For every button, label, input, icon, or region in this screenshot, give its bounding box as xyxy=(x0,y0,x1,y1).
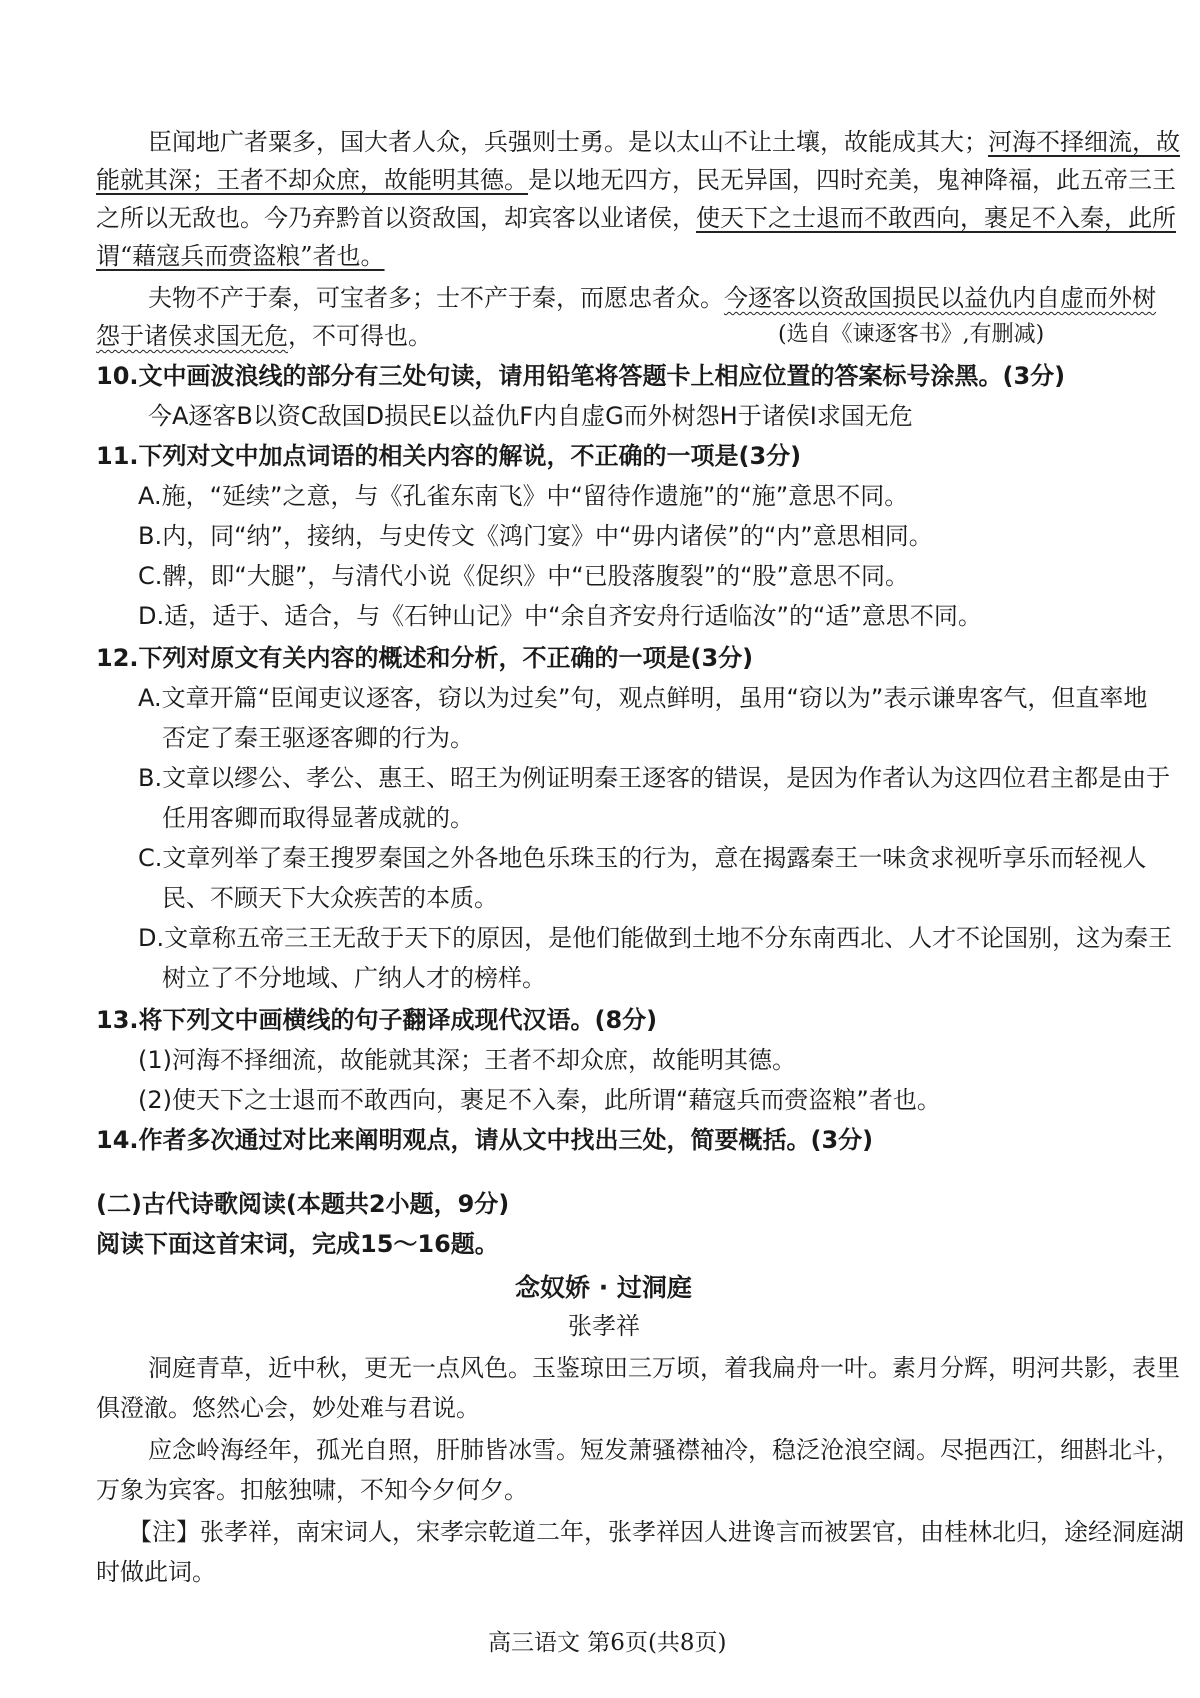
question-11-option-b: B.内，同“纳”，接纳，与史传文《鸿门宴》中“毋内诸侯”的“内”意思相同。 xyxy=(138,522,933,550)
question-12-option-d: D.文章称五帝三王无敌于天下的原因，是他们能做到土地不分东南西北、人才不论国别，这为秦王 xyxy=(138,924,1173,952)
wavy-underlined-text: 今逐客以资敌国损民以益仇内自虚而外树 xyxy=(724,284,1156,312)
question-13-sentence-2: (2)使天下之士退而不敢西向，裹足不入秦，此所谓“藉寇兵而赍盗粮”者也。 xyxy=(138,1086,941,1114)
question-12-option-b-cont: 任用客卿而取得显著成就的。 xyxy=(162,804,474,832)
question-10-stem: 10.文中画波浪线的部分有三处句读，请用铅笔将答题卡上相应位置的答案标号涂黑。(3分) xyxy=(96,362,1066,390)
question-12-option-c-cont: 民、不顾天下大众疾苦的本质。 xyxy=(162,884,498,912)
wavy-underlined-text: 怨于诸侯求国无危 xyxy=(96,322,288,350)
question-11-option-c: C.髀，即“大腿”，与清代小说《促织》中“已股落腹裂”的“股”意思不同。 xyxy=(138,562,909,590)
question-12-option-a-cont: 否定了秦王驱逐客卿的行为。 xyxy=(162,724,474,752)
passage-text: 夫物不产于秦，可宝者多；士不产于秦，而愿忠者众。 xyxy=(148,284,724,312)
question-12-stem: 12.下列对原文有关内容的概述和分析，不正确的一项是(3分) xyxy=(96,644,754,672)
question-10-options: 今A逐客B以资C敌国D损民E以益仇F内自虚G而外树怨H于诸侯I求国无危 xyxy=(148,402,913,430)
passage-line xyxy=(148,286,1156,310)
poem-note-cont: 时做此词。 xyxy=(96,1558,216,1586)
underlined-sentence: 谓“藉寇兵而赍盗粮”者也。 xyxy=(96,242,385,270)
passage-line xyxy=(96,244,385,268)
question-11-option-d: D.适，适于、适合，与《石钟山记》中“余自齐安舟行适临汝”的“适”意思不同。 xyxy=(138,602,982,630)
section-heading: (二)古代诗歌阅读(本题共2小题，9分) xyxy=(96,1190,510,1218)
passage-line xyxy=(148,130,1180,154)
question-11-option-a: A.施，“延续”之意，与《孔雀东南飞》中“留待作遗施”的“施”意思不同。 xyxy=(138,482,909,510)
question-12-option-b: B.文章以缪公、孝公、惠王、昭王为例证明秦王逐客的错误，是因为作者认为这四位君主都是由于 xyxy=(138,764,1171,792)
passage-text: ，不可得也。 xyxy=(288,322,432,350)
underlined-sentence: 河海不择细流，故 xyxy=(988,128,1180,156)
poem-line: 洞庭青草，近中秋，更无一点风色。玉鉴琼田三万顷，着我扁舟一叶。素月分辉，明河共影，表里 xyxy=(148,1354,1180,1382)
question-12-option-c: C.文章列举了秦王搜罗秦国之外各地色乐珠玉的行为，意在揭露秦王一味贪求视听享乐而轻视人 xyxy=(138,844,1147,872)
poem-note: 【注】张孝祥，南宋词人，宋孝宗乾道二年，张孝祥因人进谗言而被罢官，由桂林北归，途经洞庭湖 xyxy=(128,1518,1184,1546)
question-13-stem: 13.将下列文中画横线的句子翻译成现代汉语。(8分) xyxy=(96,1006,658,1034)
poem-line: 俱澄澈。悠然心会，妙处难与君说。 xyxy=(96,1394,480,1422)
page-footer: 高三语文 第6页(共8页) xyxy=(488,1630,727,1656)
poem-line: 万象为宾客。扣舷独啸，不知今夕何夕。 xyxy=(96,1476,528,1504)
passage-text: 是以地无四方，民无异国，四时充美，鬼神降福，此五帝三王 xyxy=(528,166,1176,194)
poem-title: 念奴娇 · 过洞庭 xyxy=(515,1273,692,1302)
passage-text: 之所以无敌也。今乃弃黔首以资敌国，却宾客以业诸侯， xyxy=(96,204,696,232)
passage-line xyxy=(96,168,1176,192)
question-11-stem: 11.下列对文中加点词语的相关内容的解说，不正确的一项是(3分) xyxy=(96,442,802,470)
underlined-sentence: 能就其深；王者不却众庶，故能明其德。 xyxy=(96,166,528,194)
poem-author: 张孝祥 xyxy=(568,1312,640,1340)
question-13-sentence-1: (1)河海不择细流，故能就其深；王者不却众庶，故能明其德。 xyxy=(138,1046,796,1074)
question-12-option-d-cont: 树立了不分地域、广纳人才的榜样。 xyxy=(162,964,546,992)
passage-line xyxy=(96,324,432,348)
poem-line: 应念岭海经年，孤光自照，肝肺皆冰雪。短发萧骚襟袖冷，稳泛沧浪空阔。尽挹西江，细斟北斗， xyxy=(148,1436,1180,1464)
question-12-option-a: A.文章开篇“臣闻吏议逐客，窃以为过矣”句，观点鲜明，虽用“窃以为”表示谦卑客气，但直率地 xyxy=(138,684,1148,712)
section-instruction: 阅读下面这首宋词，完成15～16题。 xyxy=(96,1230,499,1258)
passage-text: 臣闻地广者粟多，国大者人众，兵强则士勇。是以太山不让土壤，故能成其大； xyxy=(148,128,988,156)
underlined-sentence: 使天下之士退而不敢西向，裹足不入秦，此所 xyxy=(696,204,1176,232)
passage-source: (选自《谏逐客书》,有删减) xyxy=(778,322,1045,347)
question-14-stem: 14.作者多次通过对比来阐明观点，请从文中找出三处，简要概括。(3分) xyxy=(96,1126,874,1154)
passage-line xyxy=(96,206,1176,230)
